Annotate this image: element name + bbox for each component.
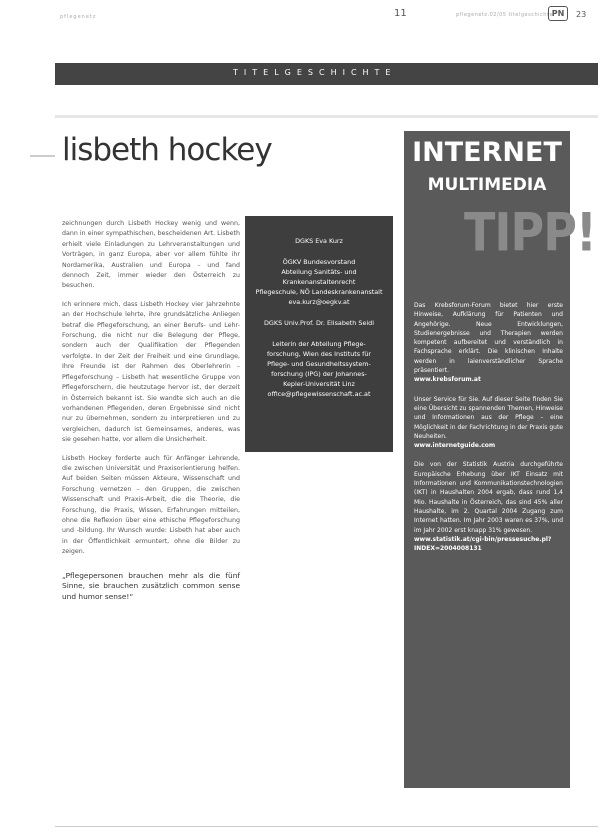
title-accent xyxy=(30,155,55,157)
section-band xyxy=(55,63,598,85)
paragraph: Lisbeth Hockey forderte auch für Anfänger Lehrende, die zwischen Universität und Praxisorientierung helfen. Auf beiden Seiten müssen Akteure, Wissenschaft und Forschung vernetzen – den Gruppen, die zwischen Wissenschaft und Praxis-Arbeit, die die Theorie, die Forschung, die Praxis, Wissen, Erfahrungen mitteilen, ohne die Reflexion über eine ethische Pflegeforschung und -bildung. Ihr Wunsch wurde: Lisbeth hat aber auch in der Öffentlichkeit ermuntert, ohne die Bilder zu zeigen. xyxy=(62,454,240,556)
author-name: DGKS Eva Kurz xyxy=(295,237,343,245)
sidebar-body xyxy=(414,301,563,563)
pull-quote: „Pflegepersonen brauchen mehr als die fünf Sinne, sie brauchen zusätzlich common sense und humor sense!“ xyxy=(62,570,240,602)
paragraph: zeichnungen durch Lisbeth Hockey wenig und wenn, dann in einer sympathischen, bescheidenen Art. Lisbeth erhielt viele Einladungen zu Lehrveranstaltungen und Vorträgen, in ganz Europa, aber vor allem fühlte ihr Nordamerika, Australien und Europa – und fand dennoch Zeit, immer wieder den Österreich zu besuchen. xyxy=(62,220,240,290)
article-title: lisbeth hockey xyxy=(62,132,272,168)
author-email: office@pflegewissenschaft.ac.at xyxy=(267,390,371,398)
section-label: TITELGESCHICHTE xyxy=(233,68,397,77)
page-number: 23 xyxy=(576,10,587,19)
divider-line xyxy=(55,115,598,118)
author-line: forschung (IPG) der Johannes- xyxy=(271,370,367,378)
journal-logo: PN xyxy=(548,6,568,21)
sidebar-link[interactable]: www.statistik.at/cgi-bin/pressesuche.pl?INDEX=2004008131 xyxy=(414,535,552,553)
sidebar-text: Die von der Statistik Austria durchgeführte Europäische Erhebung über IKT Einsatz mit Informationen und Kommunikationstechnologien (IKT) in Haushalten 2004 ergab, dass rund 1,4 Mio. Haushalte in Österreich, das sind 45% aller Haushalte, im 2. Quartal 2004 Zugang zum Internet hatten. Im Jahr 2003 waren es 37%, und im Jahr 2002 erst knapp 31% gewesen. xyxy=(414,461,563,534)
author-line: ÖGKV Bundesvorstand xyxy=(282,258,356,266)
sidebar-text: Das Krebsforum-Forum bietet hier erste Hinweise, Aufklärung für Patienten und Angehörige. Neue Entwicklungen, Studienergebnisse und Therapien werden kompetent aufbereitet und verständlich in Fachsprache erklärt. Die klinischen Inhalte werden in laienverständlicher Sprache präsentiert. xyxy=(414,302,563,375)
sidebar-block xyxy=(414,460,563,553)
header-section: pflegenetz.02/05 titelgeschichte xyxy=(456,12,553,18)
author-box xyxy=(245,216,393,452)
sidebar-text: Unser Service für Sie. Auf dieser Seite finden Sie eine Übersicht zu spannenden Themen, Hinweise und Informationen aus der Pflege – eine Möglichkeit in der Fachrichtung in der Praxis gute Neuheiten. xyxy=(414,395,563,440)
author-line: Pflegeschule, NÖ Landeskrankenanstalt xyxy=(255,288,383,296)
author-email: eva.kurz@oegkv.at xyxy=(288,298,350,306)
internet-sidebar xyxy=(404,131,596,788)
author-line: Leiterin der Abteilung Pflege- xyxy=(272,340,366,348)
author-line: forschung, Wien des Instituts für xyxy=(266,350,372,358)
footer-line xyxy=(55,826,598,827)
sidebar-block xyxy=(414,395,563,451)
tipp-graphic: TIPP! xyxy=(464,201,596,264)
paragraph: Ich erinnere mich, dass Lisbeth Hockey vier Jahrzehnte an der Hochschule lehrte, ihre grundsätzliche Anliegen betraf die Pflegeforschung, an einer Berufs- und Lehr-Forschung, die nicht nur die Belegung der Pflege, sondern auch der Qualifikation der Pflegenden verfolgte. In der Zeit der Freiheit und eine Grundlage, Ihre Freunde ist der Rahmen des Oberlehrerin – Pflegeforschung – Lisbeth hat wesentliche Gruppe von Pflegeforschern, die heutzutage hervor ist, der derzeit in Österreich bekannt ist. Sie wandte sich auch an die vorhandenen Pflegenden, deren Ergebnisse sind nicht nur zu übernehmen, sondern zu interpretieren und zu vergleichen, dadurch ist Gemeinsames, anderes, was sie gesehen hatte, vor allem die Unsicherheit. xyxy=(62,300,240,444)
author-line: Abteilung Sanitäts- und xyxy=(281,268,357,276)
author-line: Pflege- und Gesundheitssystem- xyxy=(267,360,371,368)
left-column xyxy=(62,219,240,611)
sidebar-heading: INTERNET xyxy=(412,137,562,168)
sidebar-link[interactable]: www.krebsforum.at xyxy=(414,376,481,384)
header-journal-name: pflegenetz xyxy=(60,14,97,20)
author-line: Kepler-Universität Linz xyxy=(283,380,355,388)
header-marker: 11 xyxy=(394,8,407,19)
sidebar-link[interactable]: www.internetguide.com xyxy=(414,442,496,450)
author-name: DGKS Univ.Prof. Dr. Elisabeth Seidl xyxy=(264,319,374,327)
sidebar-block xyxy=(414,301,563,385)
author-line: Krankenanstaltenrecht xyxy=(282,278,356,286)
sidebar-subheading: MULTIMEDIA xyxy=(427,175,547,195)
